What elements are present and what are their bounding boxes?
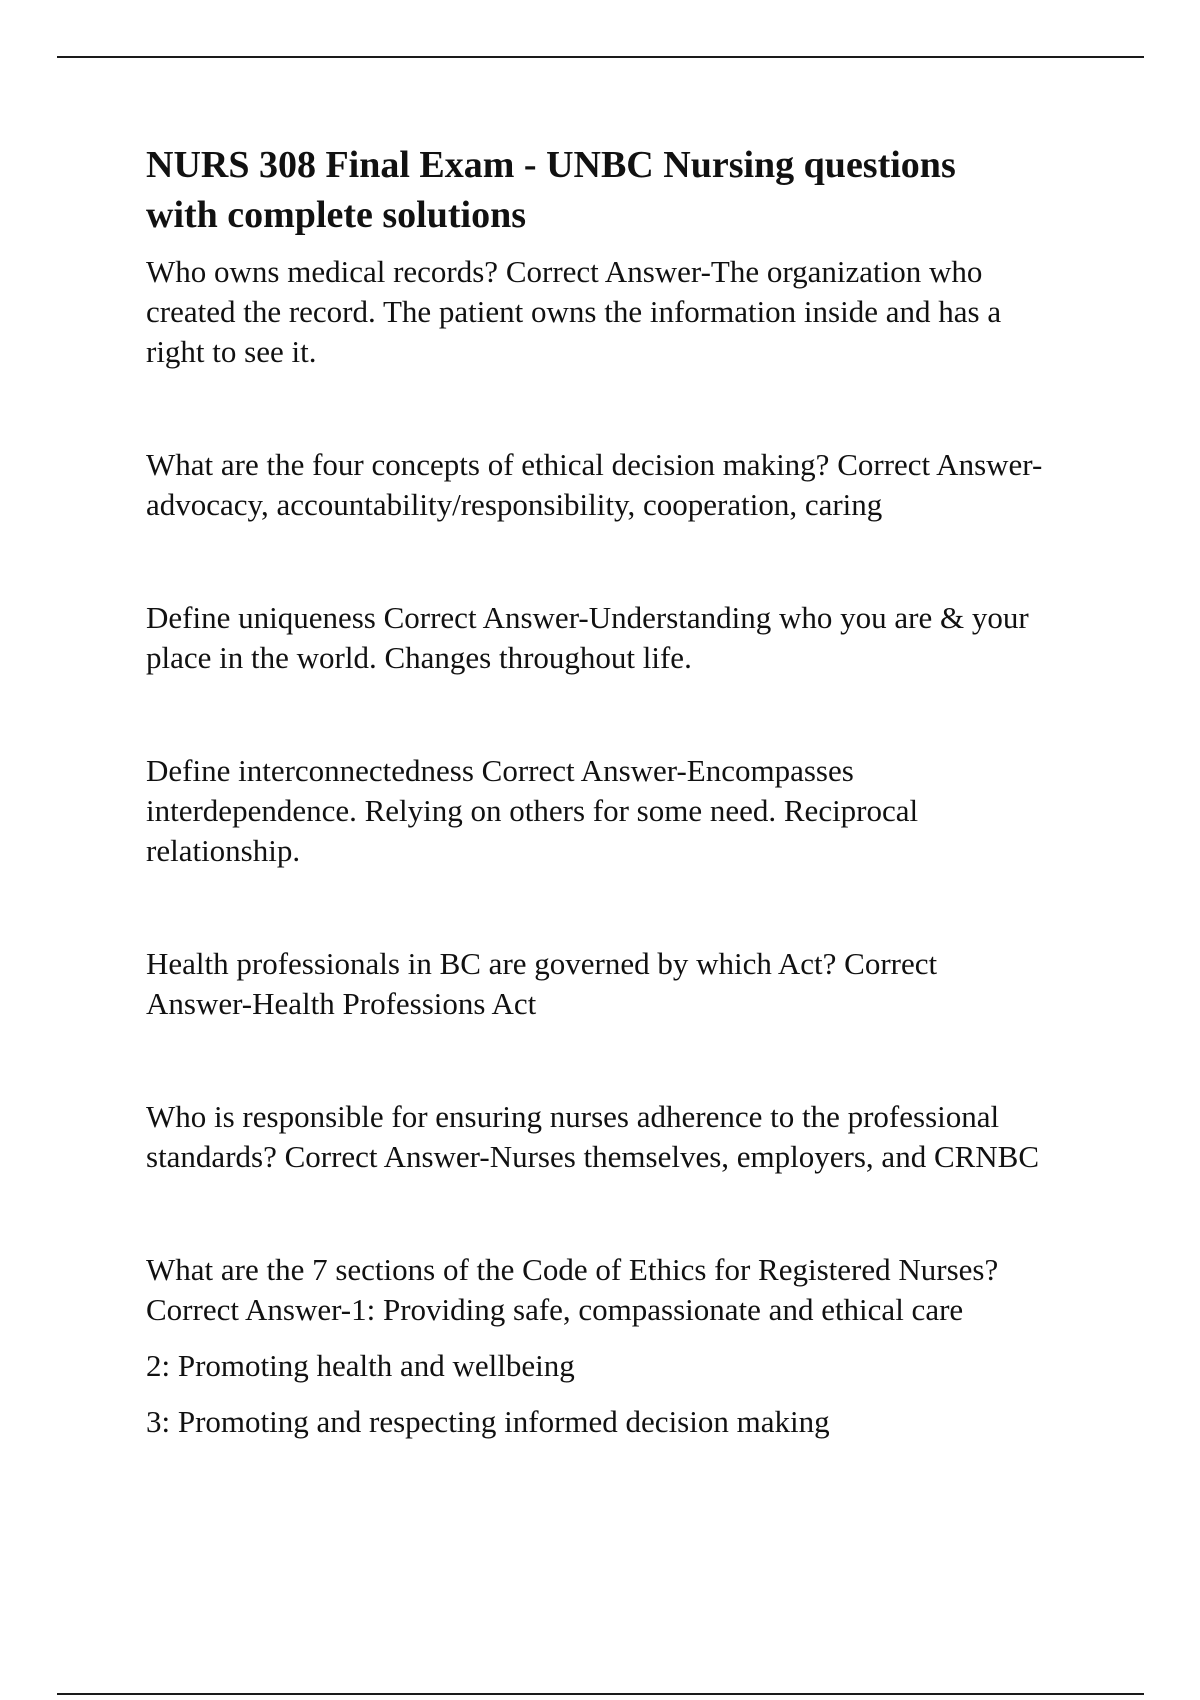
- qa-text-line: What are the 7 sections of the Code of Ethics for Registered Nurses?: [146, 1252, 999, 1287]
- qa-text-line: created the record. The patient owns the information inside and has a: [146, 294, 1002, 329]
- code-section-item: 3: Promoting and respecting informed decision making: [146, 1404, 830, 1439]
- qa-text-line: right to see it.: [146, 334, 317, 369]
- qa-text-line: What are the four concepts of ethical decision making? Correct Answer-: [146, 447, 1043, 482]
- qa-item-7: [146, 1250, 1091, 1442]
- qa-text-line: interdependence. Relying on others for some need. Reciprocal: [146, 793, 919, 828]
- qa-item-5: [146, 944, 1091, 1024]
- qa-item-4: [146, 751, 1091, 871]
- qa-item-2: [146, 445, 1091, 525]
- qa-text-line: standards? Correct Answer-Nurses themselves, employers, and CRNBC: [146, 1139, 1040, 1174]
- qa-item-1: [146, 252, 1091, 372]
- qa-item-6: [146, 1097, 1091, 1177]
- qa-text-line: place in the world. Changes throughout life.: [146, 640, 692, 675]
- title-line-2: with complete solutions: [146, 194, 526, 236]
- page-title: [146, 140, 1091, 240]
- qa-item-3: [146, 598, 1091, 678]
- qa-text-line: advocacy, accountability/responsibility, cooperation, caring: [146, 487, 883, 522]
- top-divider: [57, 56, 1144, 58]
- bottom-divider: [57, 1693, 1144, 1695]
- document-body: [146, 140, 1091, 1442]
- title-line-1: NURS 308 Final Exam - UNBC Nursing questions: [146, 144, 956, 186]
- qa-text-line: Define uniqueness Correct Answer-Understanding who you are & your: [146, 600, 1029, 635]
- qa-text-line: Who is responsible for ensuring nurses adherence to the professional: [146, 1099, 1000, 1134]
- qa-text-line: Define interconnectedness Correct Answer-Encompasses: [146, 753, 854, 788]
- code-section-item: 2: Promoting health and wellbeing: [146, 1348, 575, 1383]
- qa-text-line: Health professionals in BC are governed by which Act? Correct: [146, 946, 938, 981]
- qa-text-line: relationship.: [146, 833, 301, 868]
- qa-text-line: Who owns medical records? Correct Answer-The organization who: [146, 254, 983, 289]
- qa-text-line: Answer-Health Professions Act: [146, 986, 537, 1021]
- qa-text-line: Correct Answer-1: Providing safe, compassionate and ethical care: [146, 1292, 964, 1327]
